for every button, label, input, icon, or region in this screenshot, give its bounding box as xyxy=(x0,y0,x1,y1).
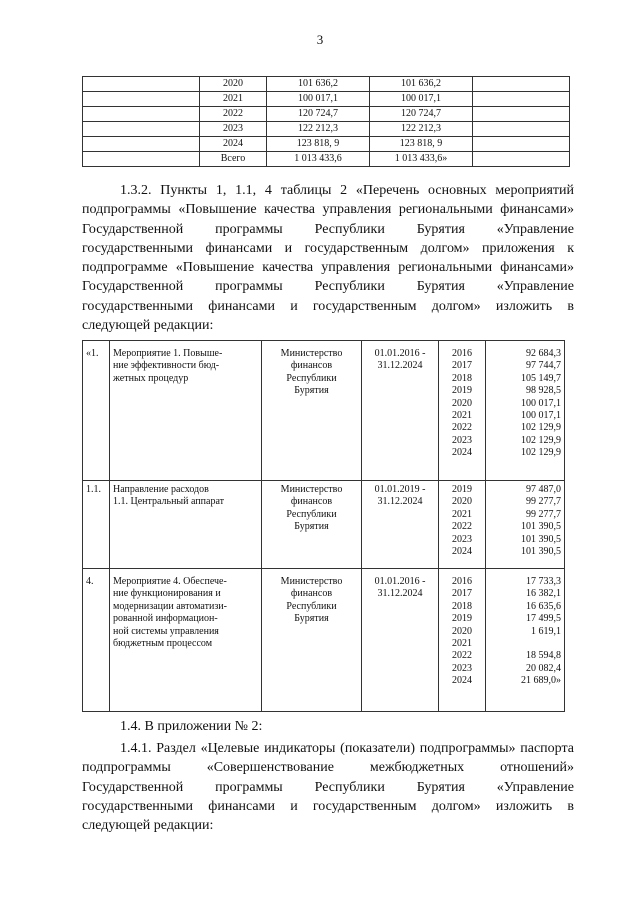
total-cell: 123 818, 9 xyxy=(267,137,370,152)
program-cell xyxy=(83,152,200,167)
years-line: 2020 xyxy=(452,496,472,508)
years xyxy=(439,481,486,569)
amounts-line: 20 082,4 xyxy=(526,662,561,674)
amounts-line: 99 277,7 xyxy=(526,508,561,520)
period-line: 31.12.2024 xyxy=(377,360,423,372)
executor-line: Министерство xyxy=(280,348,343,359)
activities-table xyxy=(82,340,565,712)
table-row xyxy=(83,92,570,107)
amounts-line: 105 149,7 xyxy=(521,372,561,384)
total-cell: 120 724,7 xyxy=(267,107,370,122)
activity-name-line: Мероприятие 1. Повыше- xyxy=(113,348,223,359)
years-line: 2023 xyxy=(452,533,472,545)
amounts-line: 101 390,5 xyxy=(521,533,561,545)
activity-name xyxy=(110,569,262,712)
year-cell: 2024 xyxy=(200,137,267,152)
activity-name-line: ной системы управления xyxy=(113,625,219,637)
year-cell: 2020 xyxy=(200,77,267,92)
amounts-line: 17 733,3 xyxy=(526,576,561,587)
years xyxy=(439,341,486,481)
total-cell: 122 212,3 xyxy=(267,122,370,137)
empty-cell xyxy=(473,77,570,92)
years-line: 2019 xyxy=(452,385,472,397)
activity-name-line: Мероприятие 4. Обеспече- xyxy=(113,576,227,587)
period xyxy=(362,569,439,712)
years-line: 2023 xyxy=(452,434,472,446)
table-row xyxy=(83,152,570,167)
funding-summary-table xyxy=(82,76,570,167)
activity-name-line: жетных процедур xyxy=(113,372,189,384)
executor xyxy=(262,569,362,712)
budget-cell: 101 636,2 xyxy=(370,77,473,92)
row-number: 1.1. xyxy=(83,481,110,569)
amounts xyxy=(486,481,565,569)
amounts-line: 100 017,1 xyxy=(521,397,561,409)
paragraph-1-3-2: 1.3.2. Пункты 1, 1.1, 4 таблицы 2 «Перечень основных мероприятий подпрограммы «Повышение качества управления региональными финансами» Государственной программы Республики Бурятия «Управление государственными финансами и государственным долгом» приложения к подпрограмме «Повышение качества управления региональными финансами» Государственной программы Республики Бурятия «Управление государственными финансами и государственным долгом» изложить в следующей редакции: xyxy=(82,183,574,334)
amounts-line: 98 928,5 xyxy=(526,385,561,397)
activity-name-line: Направление расходов xyxy=(113,484,209,495)
years-line: 2022 xyxy=(452,650,472,662)
year-cell: Всего xyxy=(200,152,267,167)
years-line: 2019 xyxy=(452,613,472,625)
years-line: 2022 xyxy=(452,422,472,434)
amounts-line xyxy=(489,638,561,650)
executor-line: Республики xyxy=(286,508,337,520)
budget-cell: 122 212,3 xyxy=(370,122,473,137)
period-line: 31.12.2024 xyxy=(377,496,423,508)
amounts-line: 16 382,1 xyxy=(526,588,561,600)
executor xyxy=(262,481,362,569)
years-line: 2022 xyxy=(452,521,472,533)
amounts xyxy=(486,341,565,481)
amounts-line: 97 487,0 xyxy=(526,484,561,495)
empty-cell xyxy=(473,137,570,152)
empty-cell xyxy=(473,107,570,122)
executor-line: Бурятия xyxy=(294,613,329,625)
program-cell xyxy=(83,137,200,152)
amounts-line: 100 017,1 xyxy=(521,410,561,422)
table-row xyxy=(83,481,565,569)
budget-cell: 100 017,1 xyxy=(370,92,473,107)
year-cell: 2022 xyxy=(200,107,267,122)
period xyxy=(362,481,439,569)
table-row xyxy=(83,341,565,481)
executor-line: Министерство xyxy=(280,484,343,495)
total-cell: 1 013 433,6 xyxy=(267,152,370,167)
amounts-line: 102 129,9 xyxy=(521,422,561,434)
amounts-line: 16 635,6 xyxy=(526,600,561,612)
paragraph-1-4-1: 1.4.1. Раздел «Целевые индикаторы (показатели) подпрограммы» паспорта подпрограммы «Совершенствование межбюджетных отношений» Государственной программы Республики Бурятия «Управление государственными финансами и государственным долгом» изложить в следующей редакции: xyxy=(82,741,574,834)
amounts-line: 92 684,3 xyxy=(526,348,561,359)
years-line: 2021 xyxy=(452,638,472,650)
program-cell xyxy=(83,122,200,137)
period-line: 01.01.2019 - xyxy=(374,484,426,495)
year-cell: 2021 xyxy=(200,92,267,107)
activity-name-line: модернизации автоматизи- xyxy=(113,600,227,612)
years-line: 2018 xyxy=(452,372,472,384)
executor-line: финансов xyxy=(290,496,333,508)
years-line: 2019 xyxy=(452,484,472,495)
amounts-line: 99 277,7 xyxy=(526,496,561,508)
executor-line: Бурятия xyxy=(294,385,329,397)
table-row xyxy=(83,107,570,122)
table-row xyxy=(83,77,570,92)
years-line: 2024 xyxy=(452,675,472,687)
amounts-line: 101 390,5 xyxy=(521,521,561,533)
amounts-line: 1 619,1 xyxy=(531,625,561,637)
budget-cell: 123 818, 9 xyxy=(370,137,473,152)
activity-name-line: бюджетным процессом xyxy=(113,638,213,650)
period-line: 01.01.2016 - xyxy=(374,348,426,359)
activity-name-line: 1.1. Центральный аппарат xyxy=(113,496,225,508)
period-line: 01.01.2016 - xyxy=(374,576,426,587)
empty-cell xyxy=(473,122,570,137)
period-line: 31.12.2024 xyxy=(377,588,423,600)
table-row xyxy=(83,122,570,137)
program-cell xyxy=(83,77,200,92)
activity-name-line: рованной информацион- xyxy=(113,613,218,625)
executor-line: Республики xyxy=(286,372,337,384)
budget-cell: 1 013 433,6» xyxy=(370,152,473,167)
row-number: 4. xyxy=(83,569,110,712)
amounts-line: 102 129,9 xyxy=(521,434,561,446)
executor-line: Республики xyxy=(286,600,337,612)
years-line: 2020 xyxy=(452,397,472,409)
years xyxy=(439,569,486,712)
page-number: 3 xyxy=(316,32,324,47)
budget-cell: 120 724,7 xyxy=(370,107,473,122)
program-cell xyxy=(83,107,200,122)
row-number: «1. xyxy=(83,341,110,481)
years-line: 2023 xyxy=(452,662,472,674)
amounts-line: 17 499,5 xyxy=(526,613,561,625)
executor-line: финансов xyxy=(290,588,333,600)
years-line: 2017 xyxy=(452,588,472,600)
total-cell: 101 636,2 xyxy=(267,77,370,92)
table-row xyxy=(83,137,570,152)
activity-name xyxy=(110,341,262,481)
executor-line: Бурятия xyxy=(294,521,329,533)
executor xyxy=(262,341,362,481)
year-cell: 2023 xyxy=(200,122,267,137)
activity-name xyxy=(110,481,262,569)
empty-cell xyxy=(473,92,570,107)
years-line: 2017 xyxy=(452,360,472,372)
paragraph-1-4: 1.4. В приложении № 2: xyxy=(120,719,263,734)
amounts-line: 101 390,5 xyxy=(521,546,561,558)
years-line: 2016 xyxy=(452,348,472,359)
executor-line: Министерство xyxy=(280,576,343,587)
amounts-line: 21 689,0» xyxy=(521,675,561,687)
years-line: 2024 xyxy=(452,546,472,558)
activity-name-line: ние функционирования и xyxy=(113,588,221,600)
executor-line: финансов xyxy=(290,360,333,372)
total-cell: 100 017,1 xyxy=(267,92,370,107)
amounts-line: 102 129,9 xyxy=(521,447,561,459)
program-cell xyxy=(83,92,200,107)
amounts-line: 18 594,8 xyxy=(526,650,561,662)
amounts xyxy=(486,569,565,712)
years-line: 2024 xyxy=(452,447,472,459)
years-line: 2018 xyxy=(452,600,472,612)
amounts-line: 97 744,7 xyxy=(526,360,561,372)
years-line: 2021 xyxy=(452,508,472,520)
years-line: 2016 xyxy=(452,576,472,587)
period xyxy=(362,341,439,481)
years-line: 2020 xyxy=(452,625,472,637)
empty-cell xyxy=(473,152,570,167)
years-line: 2021 xyxy=(452,410,472,422)
table-row xyxy=(83,569,565,712)
activity-name-line: ние эффективности бюд- xyxy=(113,360,220,372)
